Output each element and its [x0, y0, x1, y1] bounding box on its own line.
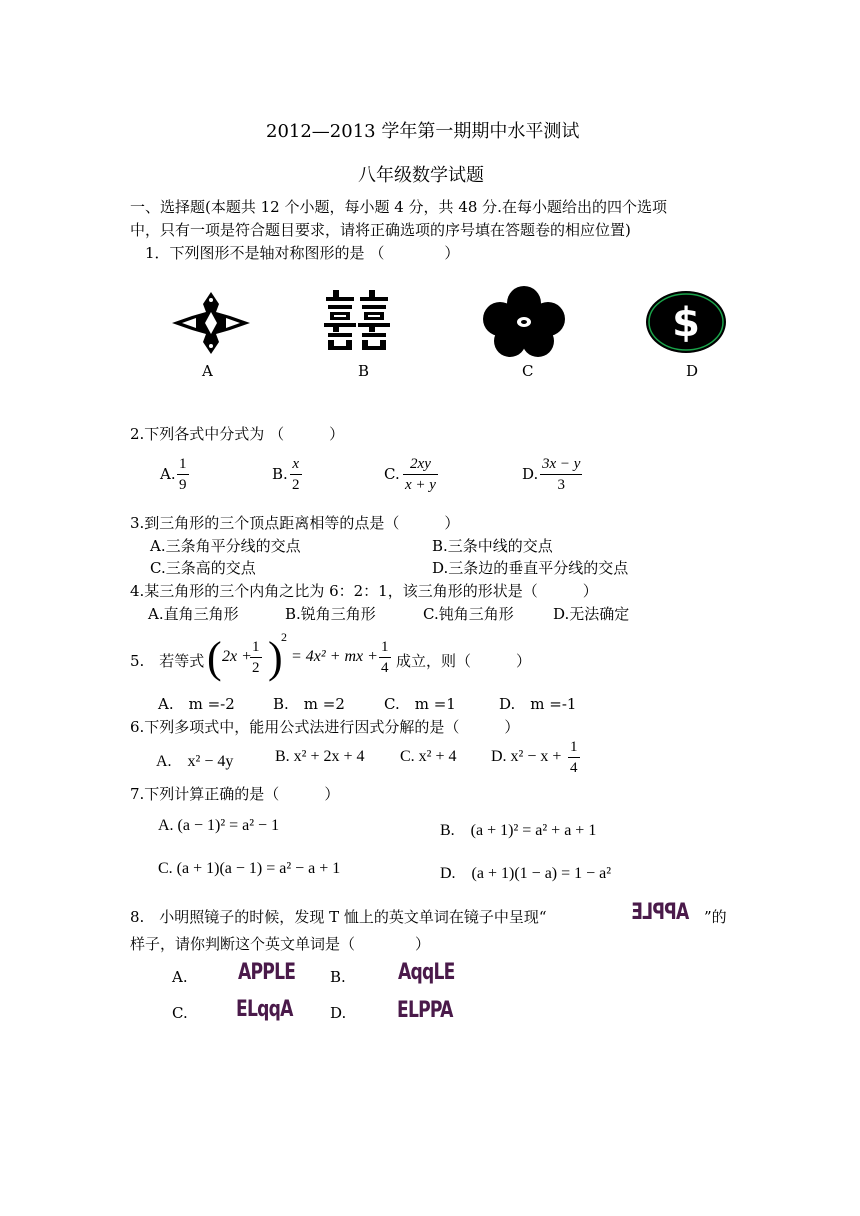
fraction-numerator: 1: [379, 637, 391, 658]
q1-label-a: A: [202, 362, 213, 380]
q8-line2: 样子，请你判断这个英文单词是（ ）: [130, 935, 431, 953]
q8-option-a-letter: A.: [172, 968, 188, 986]
flower-figure: [480, 285, 568, 357]
svg-text:$: $: [672, 300, 700, 346]
q4-option-b: B.锐角三角形: [285, 605, 376, 623]
q2-option-a-fraction: [177, 454, 189, 495]
q5-option-c: C. m =1: [384, 695, 456, 713]
fraction-denominator: 4: [381, 660, 389, 676]
q8-line1-prefix: 8. 小明照镜子的时候，发现 T 恤上的英文单词在镜子中呈现“: [130, 908, 547, 926]
q5-prefix: 5. 若等式: [130, 652, 205, 670]
q8-mirror-word-image: APPLE: [632, 900, 690, 925]
q1-stem: 1．下列图形不是轴对称图形的是 （ ）: [145, 244, 460, 262]
q2-option-a-letter: A.: [160, 465, 176, 483]
fraction-numerator: 1: [250, 637, 262, 658]
q8-line1-suffix: ”的: [704, 908, 727, 926]
q2-option-d-letter: D.: [522, 465, 539, 483]
q5-right-paren: ): [268, 633, 283, 682]
q4-option-d: D.无法确定: [553, 605, 630, 623]
page-title: 2012—2013 学年第一期期中水平测试: [266, 121, 580, 142]
q2-option-b-letter: B.: [272, 465, 288, 483]
q3-option-c: C.三条高的交点: [150, 559, 256, 577]
q8-option-a-word: APPLE: [238, 960, 296, 985]
fraction-numerator: x: [290, 454, 302, 475]
q1-label-c: C: [522, 362, 534, 380]
fraction-numerator: 1: [568, 737, 580, 758]
q3-option-b: B.三条中线的交点: [432, 537, 553, 555]
q5-expr-left: [222, 648, 252, 666]
double-happiness-figure: [323, 290, 391, 350]
ornament-figure: [170, 290, 252, 356]
q2-stem: 2.下列各式中分式为 （ ）: [130, 425, 345, 443]
fraction-numerator: 3x − y: [540, 454, 582, 475]
q2-option-c-fraction: [403, 454, 438, 495]
q5-exponent: 2: [281, 630, 287, 644]
q5-half-fraction: [250, 637, 262, 678]
q6-option-d-fraction: [568, 737, 580, 778]
fraction-numerator: 1: [177, 454, 189, 475]
fraction-denominator: x + y: [405, 477, 436, 493]
q6-stem: 6.下列多项式中，能用公式法进行因式分解的是（ ）: [130, 718, 520, 736]
fraction-denominator: 3: [557, 477, 565, 493]
q7-option-a: A. (a − 1)² = a² − 1: [158, 817, 280, 834]
q1-label-b: B: [358, 362, 370, 380]
q2-option-b-fraction: [290, 454, 302, 495]
q5-expr-mid: = 4x² + mx +: [291, 648, 378, 665]
q8-option-b-word: AqqLE: [398, 960, 455, 985]
q7-option-b: B. (a + 1)² = a² + a + 1: [440, 822, 597, 839]
q1-label-d: D: [686, 362, 699, 380]
q8-option-c-letter: C.: [172, 1004, 188, 1022]
q7-option-c: C. (a + 1)(a − 1) = a² − a + 1: [158, 860, 341, 877]
q8-option-c-word: ELqqA: [236, 997, 293, 1022]
q6-option-b: B. x² + 2x + 4: [275, 748, 365, 765]
q6-option-c: C. x² + 4: [400, 748, 457, 765]
fraction-denominator: 2: [292, 477, 300, 493]
q7-option-d: D. (a + 1)(1 − a) = 1 − a²: [440, 865, 612, 882]
page-subtitle: 八年级数学试题: [358, 165, 484, 186]
section-intro-line1: 一、选择题(本题共 12 个小题，每小题 4 分，共 48 分.在每小题给出的四个选项: [130, 198, 667, 216]
q8-option-b-letter: B.: [330, 968, 346, 986]
q5-option-d: D. m =-1: [499, 695, 577, 713]
fraction-denominator: 2: [252, 660, 260, 676]
q5-option-a: A. m =-2: [158, 695, 235, 713]
section-intro-line2: 中，只有一项是符合题目要求，请将正确选项的序号填在答题卷的相应位置): [130, 221, 631, 239]
q7-stem: 7.下列计算正确的是（ ）: [130, 785, 340, 803]
q3-option-d: D.三条边的垂直平分线的交点: [432, 559, 629, 577]
q6-option-a: A. x² − 4y: [156, 753, 234, 770]
q4-option-a: A.直角三角形: [148, 605, 239, 623]
q3-option-a: A.三条角平分线的交点: [150, 537, 301, 555]
q5-option-b: B. m =2: [273, 695, 345, 713]
dollar-coin-figure: [645, 290, 727, 354]
q2-option-c-letter: C.: [384, 465, 400, 483]
q2-option-d-fraction: [540, 454, 582, 495]
q4-stem: 4.某三角形的三个内角之比为 6：2：1，该三角形的形状是（ ）: [130, 582, 598, 600]
q5-quarter-fraction: [379, 637, 391, 678]
q5-left-paren: (: [207, 633, 222, 682]
q8-option-d-letter: D.: [330, 1004, 347, 1022]
q8-option-d-word: ELPPA: [397, 998, 453, 1023]
q3-stem: 3.到三角形的三个顶点距离相等的点是（ ）: [130, 514, 460, 532]
q5-suffix: 成立，则（ ）: [396, 652, 532, 670]
fraction-numerator: 2xy: [403, 454, 438, 475]
fraction-denominator: 9: [179, 477, 187, 493]
fraction-denominator: 4: [570, 760, 578, 776]
q4-option-c: C.钝角三角形: [423, 605, 514, 623]
q5-expr-left-text: 2x +: [222, 648, 252, 665]
q6-option-d: D. x² − x +: [491, 748, 562, 765]
